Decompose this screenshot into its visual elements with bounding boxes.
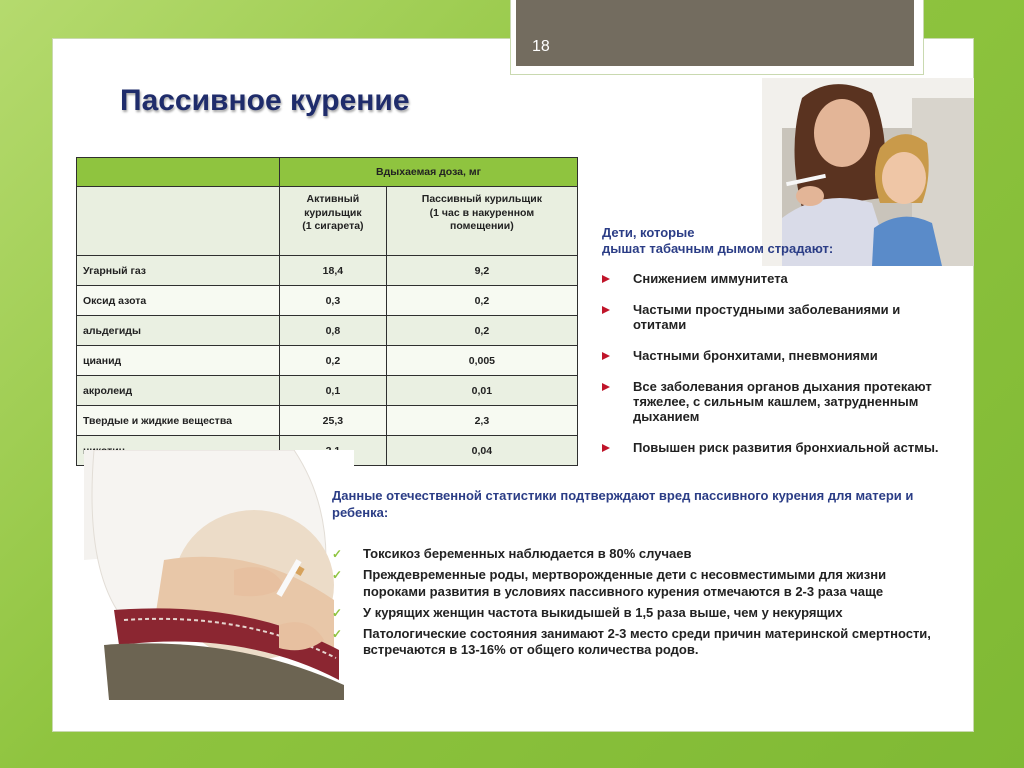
list-item [602,272,948,287]
substance-name: Твердые и жидкие вещества [77,406,280,436]
arrow-bullet-icon [602,444,610,452]
arrow-bullet-icon [602,383,610,391]
statistic-text: Токсикоз беременных наблюдается в 80% случаев [363,546,692,561]
check-bullet-icon: ✓ [332,626,343,641]
arrow-bullet-icon [602,275,610,283]
active-dose: 0,8 [280,316,387,346]
list-item [602,303,948,333]
list-item [602,380,948,425]
table-header-empty [77,158,280,187]
list-item [602,441,948,456]
column-header-active-line: Активный [306,193,360,205]
statistics-list [332,546,932,659]
check-bullet-icon: ✓ [332,547,343,561]
table-row [77,286,578,316]
column-header-active [280,187,387,256]
column-header-passive [386,187,577,256]
arrow-bullet-icon [602,306,610,314]
passive-dose: 0,04 [386,436,577,466]
children-title-line1: Дети, которые [602,225,695,240]
children-section-title [602,225,833,258]
table-header-row [77,158,578,187]
table-row [77,316,578,346]
substance-name: альдегиды [77,316,280,346]
table-subheader-row [77,187,578,256]
table-subheader-empty [77,187,280,256]
effect-text: Частными бронхитами, пневмониями [633,347,878,363]
check-bullet-icon: ✓ [332,605,343,620]
substance-name: цианид [77,346,280,376]
page-number: 18 [532,38,550,55]
substance-name: Угарный газ [77,256,280,286]
table-header-group: Вдыхаемая доза, мг [280,158,578,187]
list-item [332,626,932,660]
check-bullet-icon: ✓ [332,567,343,582]
table-row [77,346,578,376]
passive-dose: 0,2 [386,316,577,346]
list-item [332,605,932,622]
pregnant-woman-illustration [84,450,354,700]
page-number-box [516,0,914,66]
active-dose: 0,3 [280,286,387,316]
effect-text: Все заболевания органов дыхания протекают тяжелее, с сильным кашлем, затрудненным дыханием [633,378,932,424]
children-effects-list [602,272,948,456]
statistics-title: Данные отечественной статистики подтверждают вред пассивного курения для матери и ребенка: [332,488,914,520]
passive-dose: 9,2 [386,256,577,286]
column-header-active-line: (1 сигарета) [302,220,364,233]
passive-dose: 2,3 [386,406,577,436]
active-dose: 0,1 [280,376,387,406]
list-item [332,567,932,601]
substance-name: Оксид азота [77,286,280,316]
table-row [77,376,578,406]
substance-name: акролеид [77,376,280,406]
statistic-text: Патологические состояния занимают 2-3 место среди причин материнской смертности, встречаются в 13-16% от общего количества родов. [363,625,931,658]
pregnant-woman-photo [84,450,354,700]
statistic-text: Преждевременные роды, мертворожденные дети с несовместимыми для жизни пороками развития в условиях пассивного курения отмечаются в 2-3 раза чаще [363,566,887,599]
table-row [77,406,578,436]
list-item [332,546,932,563]
column-header-passive-line: помещении) [450,220,514,233]
arrow-bullet-icon [602,352,610,360]
effect-text: Снижением иммунитета [633,271,788,286]
active-dose: 0,2 [280,346,387,376]
column-header-passive-line: Пассивный курильщик [421,193,542,205]
column-header-active-line: курильщик [304,206,362,219]
effect-text: Повышен риск развития бронхиальной астмы. [633,439,939,455]
table-row [77,256,578,286]
slide-title: Пассивное курение [120,84,410,117]
passive-dose: 0,01 [386,376,577,406]
passive-dose: 0,005 [386,346,577,376]
effect-text: Частыми простудными заболеваниями и отитами [633,301,901,332]
passive-dose: 0,2 [386,286,577,316]
list-item [602,349,948,364]
statistic-text: У курящих женщин частота выкидышей в 1,5 раза выше, чем у некурящих [363,604,843,620]
column-header-passive-line: (1 час в накуренном [429,206,535,219]
inhaled-dose-table [76,157,578,466]
active-dose: 18,4 [280,256,387,286]
active-dose: 25,3 [280,406,387,436]
children-title-line2: дышат табачным дымом страдают: [602,241,834,257]
